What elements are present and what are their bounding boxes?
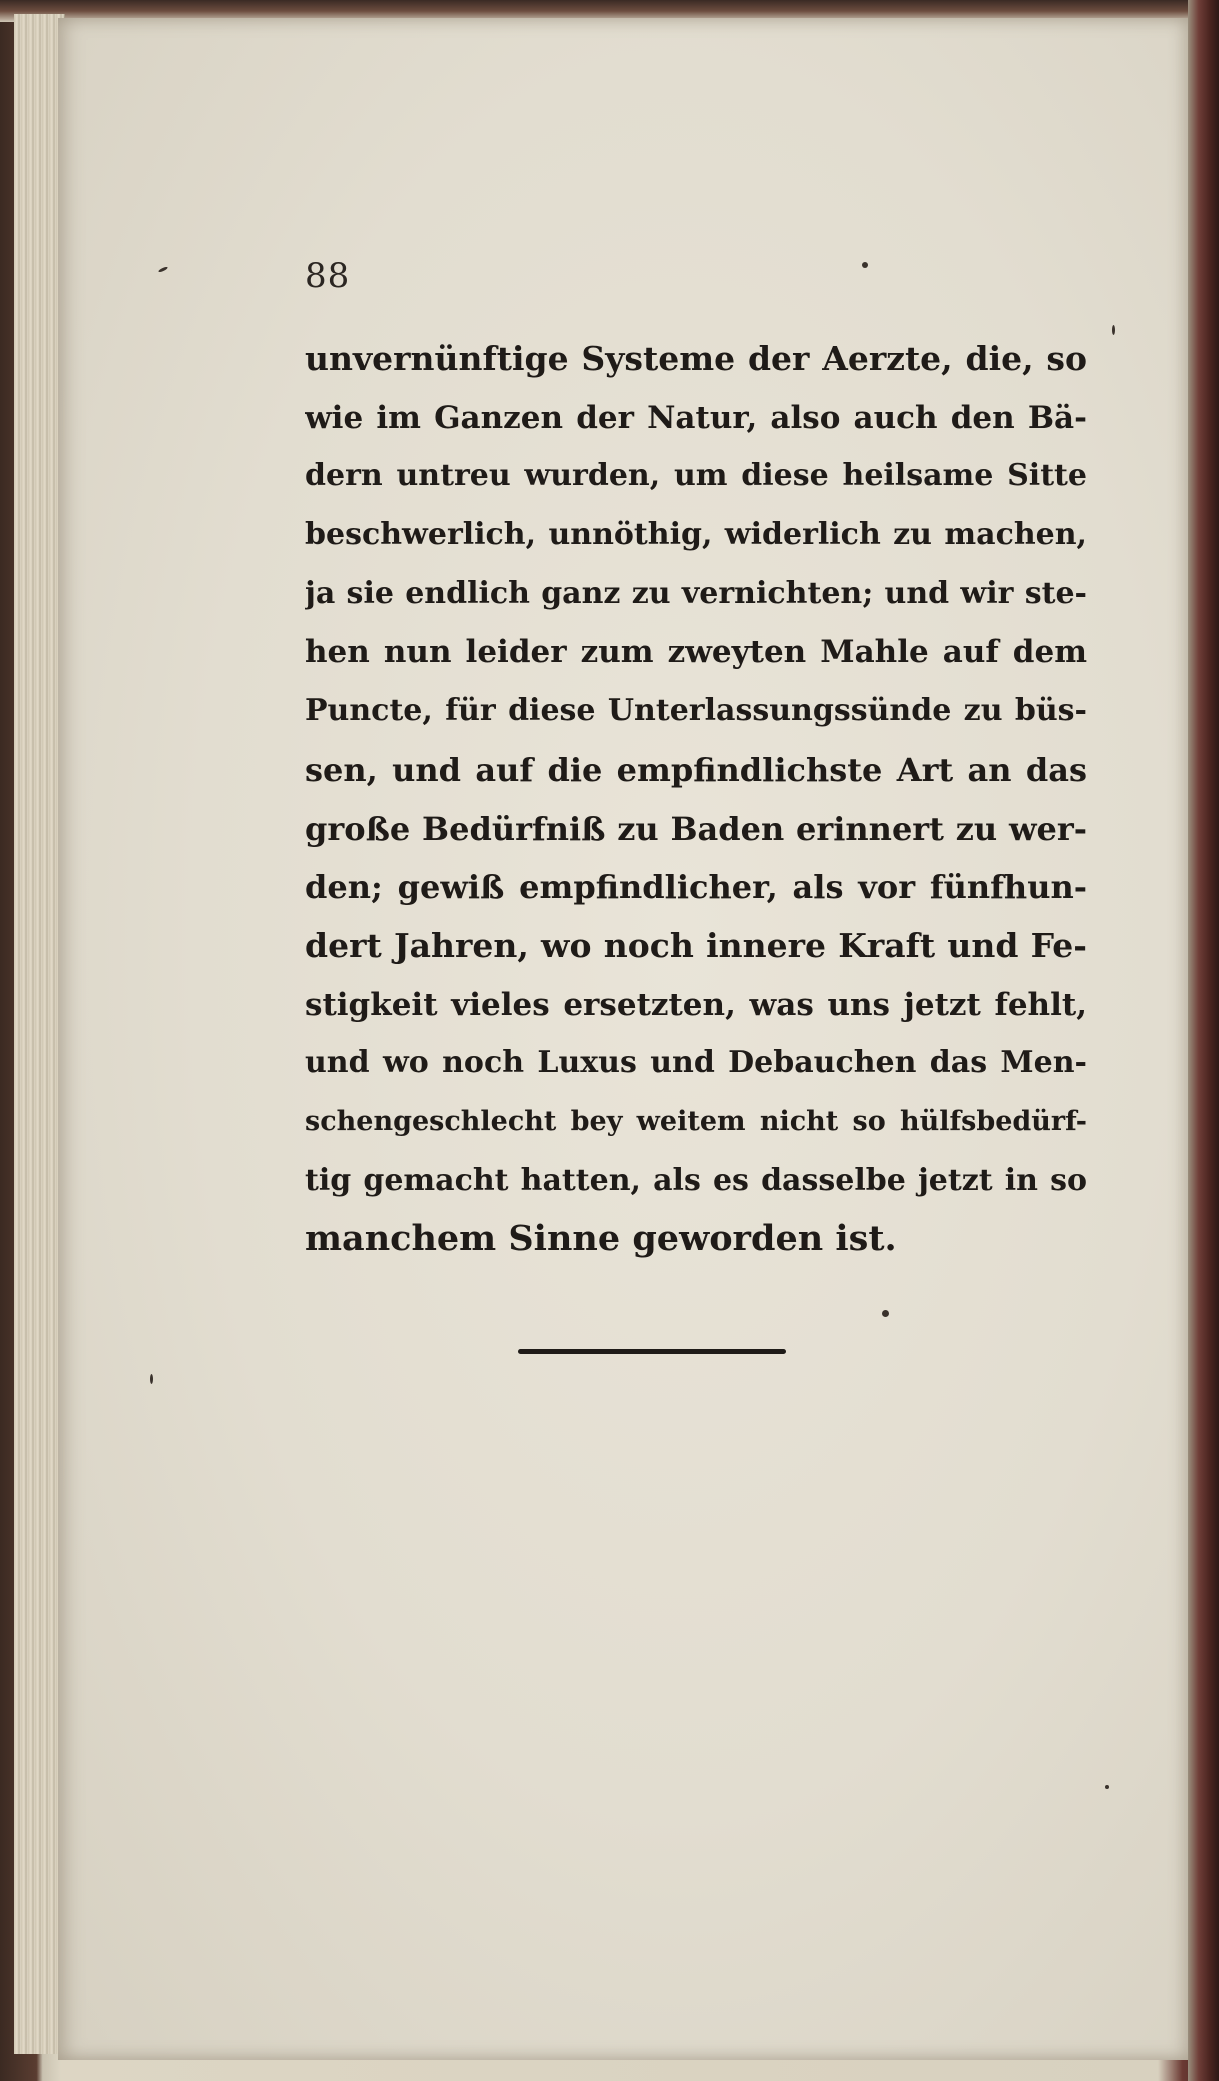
text-line: große Bedürfniß zu Baden erinnert zu wer-	[305, 809, 1087, 848]
text-line: dern untreu wurden, um diese heilsame Sitte	[305, 458, 1087, 494]
text-line: den; gewiß empfindlicher, als vor fünfhun-	[305, 868, 1087, 907]
text-line: wie im Ganzen der Natur, also auch den Bä-	[305, 399, 1087, 436]
paper-speck	[1112, 325, 1115, 335]
book-binding-edge	[1188, 0, 1219, 2081]
text-line: schengeschlecht bey weitem nicht so hülfsbedürf-	[305, 1105, 1087, 1137]
text-line: Puncte, für diese Unterlassungssünde zu büs-	[305, 693, 1087, 729]
text-line: ja sie endlich ganz zu vernichten; und wir ste-	[305, 575, 1087, 611]
text-line: manchem Sinne geworden ist.	[305, 1218, 897, 1260]
paper-speck	[862, 262, 868, 268]
body-text	[305, 330, 1087, 1269]
text-line: stigkeit vieles ersetzten, was uns jetzt fehlt,	[305, 986, 1087, 1023]
section-divider-rule	[518, 1349, 786, 1354]
text-line: dert Jahren, wo noch innere Kraft und Fe-	[305, 925, 1087, 965]
text-line: tig gemacht hatten, als es dasselbe jetzt in so	[305, 1162, 1087, 1198]
text-line: sen, und auf die empfindlichste Art an das	[305, 750, 1087, 789]
text-line: hen nun leider zum zweyten Mahle auf dem	[305, 634, 1087, 671]
text-line: und wo noch Luxus und Debauchen das Men-	[305, 1045, 1087, 1081]
page-number: 88	[305, 256, 351, 296]
paper-speck	[150, 1374, 153, 1384]
text-line: beschwerlich, unnöthig, widerlich zu machen,	[305, 517, 1087, 553]
paper-speck	[1105, 1785, 1109, 1789]
text-line: unvernünftige Systeme der Aerzte, die, so	[305, 339, 1087, 378]
paper-speck	[882, 1310, 889, 1317]
